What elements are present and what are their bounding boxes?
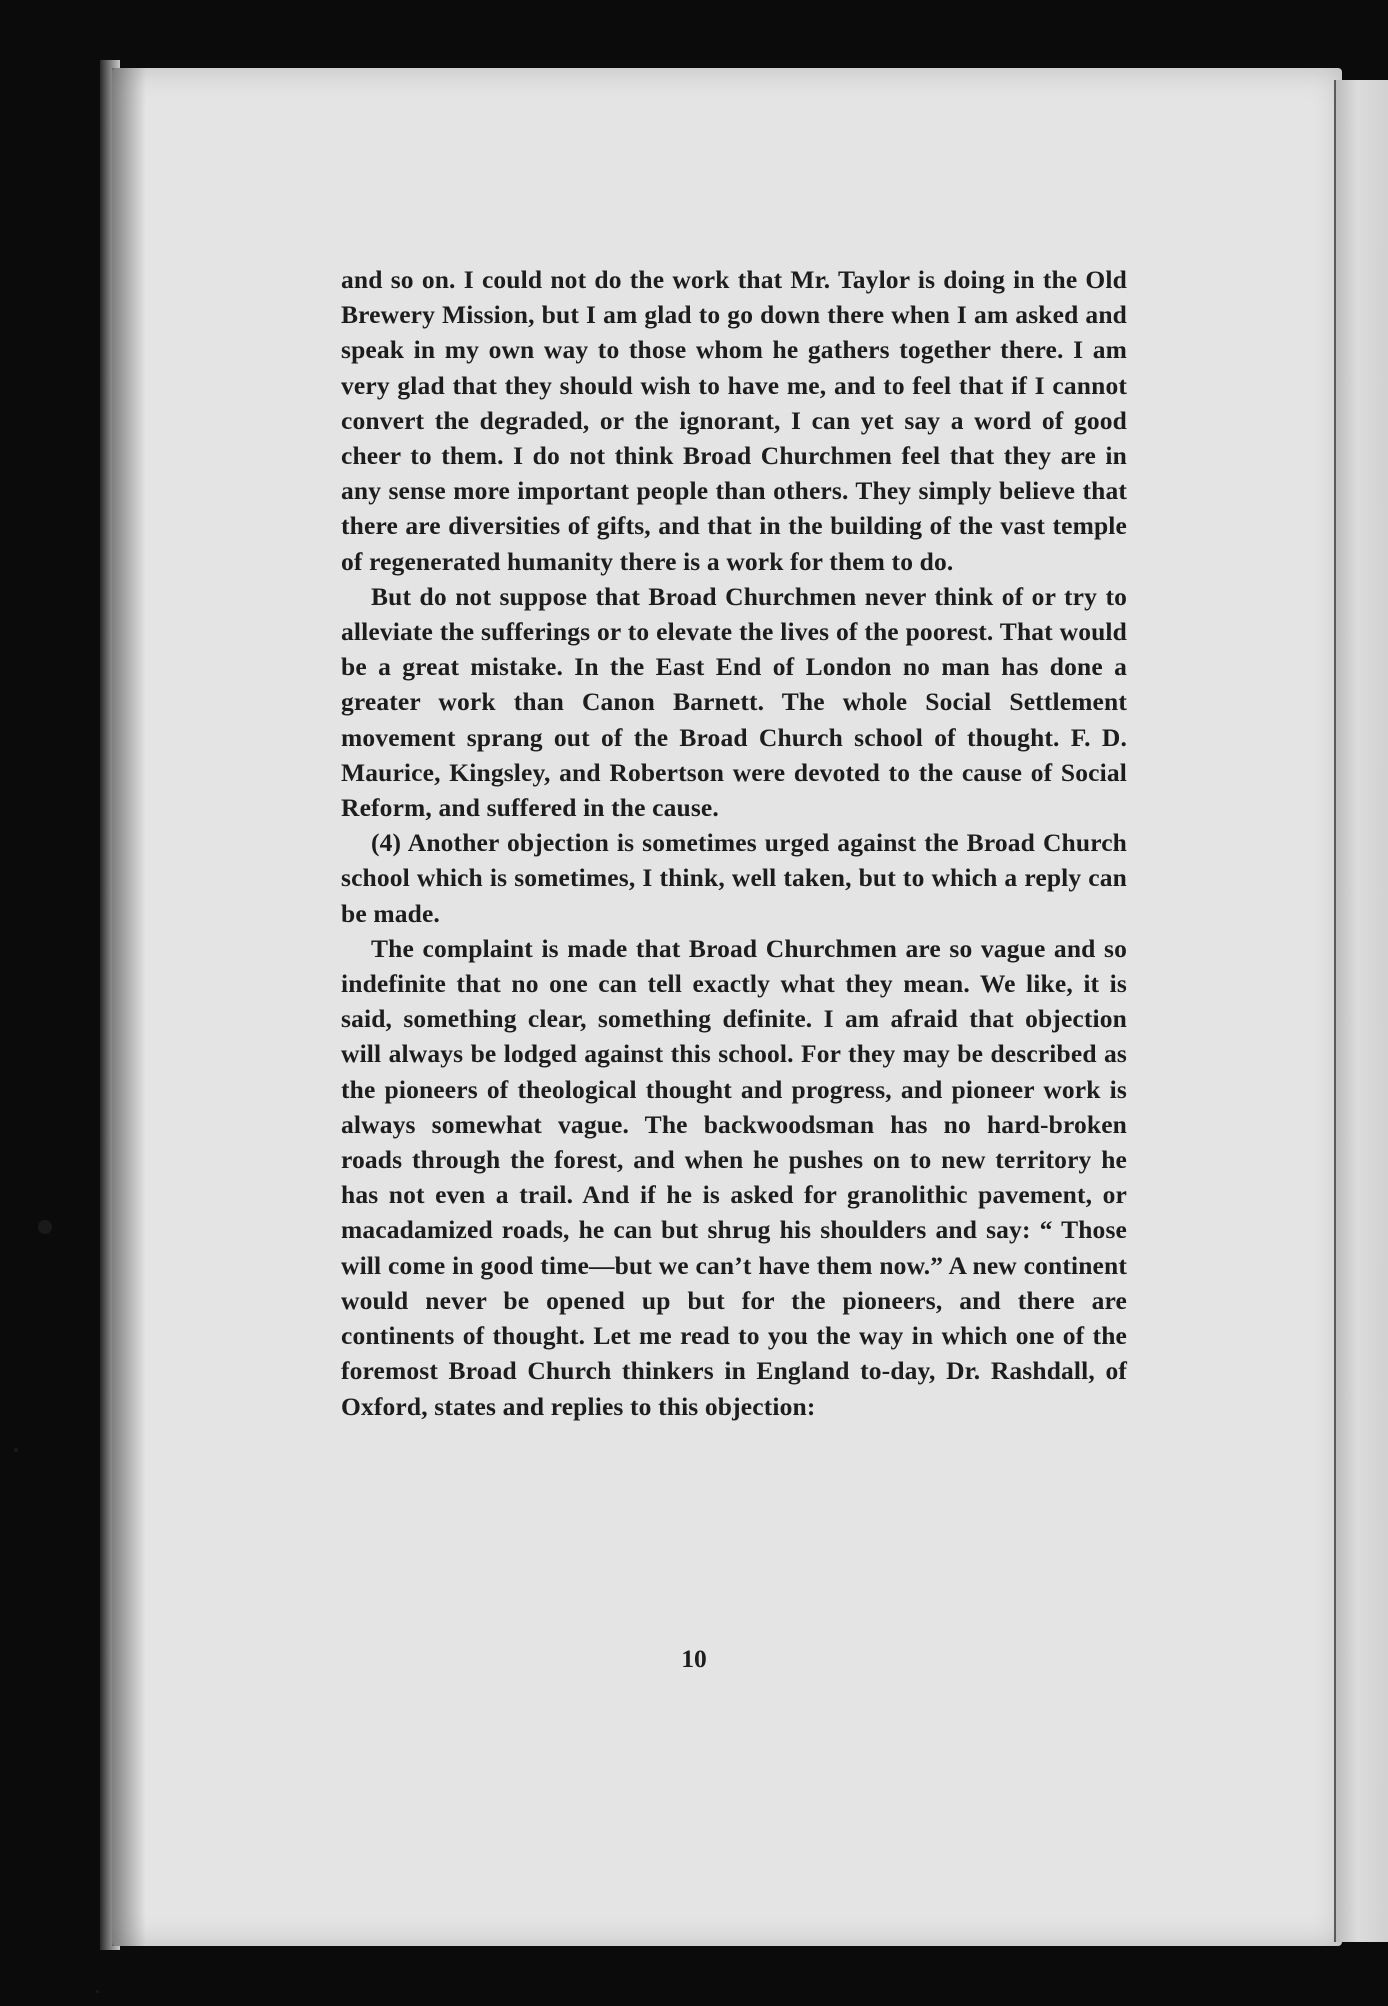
- paragraph-2: But do not suppose that Broad Churchmen never think of or try to alleviate the sufferings or to elevate the lives of the poorest. That would be a great mistake. In the East End of London no man has done a greater work than Canon Barnett. The whole Social Settlement movement sprang out of the Broad Church school of thought. F. D. Maurice, Kingsley, and Robertson were devoted to the cause of Social Reform, and suffered in the cause.: [341, 581, 1127, 823]
- paragraph-1: and so on. I could not do the work that Mr. Taylor is doing in the Old Brewery Mission, but I am glad to go down there when I am asked and speak in my own way to those whom he gathers together there. I am very glad that they should wish to have me, and to feel that if I cannot convert the degraded, or the ignorant, I can yet say a word of good cheer to them. I do not think Broad Churchmen feel that they are in any sense more important people than others. They simply believe that there are diversities of gifts, and that in the building of the vast temple of regenerated humanity there is a work for them to do.: [341, 265, 1127, 576]
- scan-speck: [38, 1220, 52, 1234]
- page-number: 10: [681, 1644, 707, 1673]
- body-text: [341, 262, 1127, 1424]
- scan-speck: [96, 1990, 99, 1993]
- paragraph-4: The complaint is made that Broad Churchmen are so vague and so indefinite that no one can tell exactly what they mean. We like, it is said, something clear, something definite. I am afraid that objection will always be lodged against this school. For they may be described as the pioneers of theological thought and progress, and pioneer work is always somewhat vague. The backwoodsman has no hard-broken roads through the forest, and when he pushes on to new territory he has not even a trail. And if he is asked for granolithic pavement, or macadamized roads, he can but shrug his shoulders and say: “ Those will come in good time—but we can’t have them now.” A new continent would never be opened up but for the pioneers, and there are continents of thought. Let me read to you the way in which one of the foremost Broad Church thinkers in England to-day, Dr. Rashdall, of Oxford, states and replies to this objection:: [341, 933, 1127, 1421]
- paragraph-3: (4) Another objection is sometimes urged against the Broad Church school which is sometimes, I think, well taken, but to which a reply can be made.: [341, 828, 1127, 928]
- scan-speck: [14, 1448, 18, 1452]
